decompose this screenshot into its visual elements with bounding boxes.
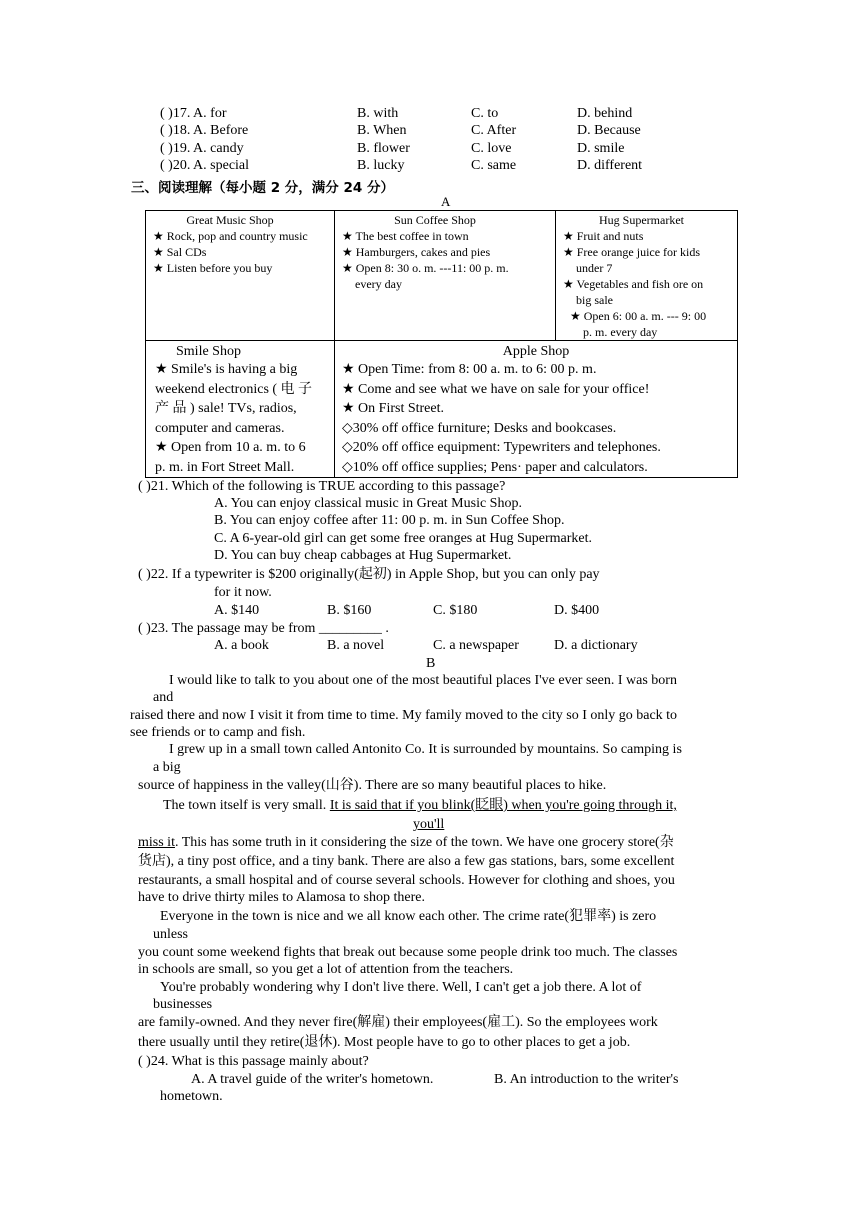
passage-line: unless: [153, 927, 188, 942]
q21-option-d: D. You can buy cheap cabbages at Hug Supermarket.: [214, 548, 512, 563]
great-music-shop-line: ★ Sal CDs: [153, 245, 207, 259]
passage-b-label: B: [426, 656, 436, 671]
passage-line: and: [153, 690, 174, 705]
apple-shop-name: Apple Shop: [502, 344, 570, 359]
smile-shop-line: 产 品 ) sale! TVs, radios,: [155, 401, 297, 416]
smile-shop-line: p. m. in Fort Street Mall.: [155, 459, 295, 475]
passage-line: there usually until they retire(退休). Most people have to go to other places to get a job.: [138, 1035, 631, 1050]
smile-shop-name: Smile Shop: [176, 344, 241, 359]
apple-shop-line: ◇30% off office furniture; Desks and bookcases.: [342, 420, 617, 436]
sun-coffee-shop-line: ★ Open 8: 30 o. m. ---11: 00 p. m.: [342, 261, 509, 275]
hug-supermarket-name: Hug Supermarket: [599, 213, 684, 227]
passage-line: 货店), a tiny post office, and a tiny bank. There are also a few gas stations, bars, some excellent: [138, 854, 675, 869]
passage-line: see friends or to camp and fish.: [130, 725, 306, 740]
q24-option-b: B. An introduction to the writer's: [494, 1072, 679, 1087]
q17-d: D. behind: [577, 106, 633, 121]
apple-shop-line: ★ Open Time: from 8: 00 a. m. to 6: 00 p. m.: [342, 362, 597, 377]
hug-supermarket-line: under 7: [576, 261, 613, 275]
q21-option-c: C. A 6-year-old girl can get some free oranges at Hug Supermarket.: [214, 531, 592, 546]
sun-coffee-shop-line: ★ Hamburgers, cakes and pies: [342, 245, 491, 259]
hug-supermarket-line: p. m. every day: [583, 325, 658, 339]
q19-a: ( )19. A. candy: [160, 141, 244, 156]
q22-option-c: C. $180: [433, 603, 478, 618]
q22-stem: ( )22. If a typewriter is $200 originally(起初) in Apple Shop, but you can only pay: [138, 567, 600, 582]
apple-shop-line: ★ On First Street.: [342, 401, 444, 416]
hug-supermarket-line: big sale: [576, 293, 613, 307]
q18-b: B. When: [357, 123, 407, 138]
smile-shop-cell: [146, 341, 335, 478]
hug-supermarket-line: ★ Fruit and nuts: [563, 229, 644, 243]
q23-option-a: A. a book: [214, 638, 269, 653]
passage-line: source of happiness in the valley(山谷). There are so many beautiful places to hike.: [138, 778, 607, 793]
q20-d: D. different: [577, 158, 643, 173]
underlined-sentence: miss it: [138, 835, 175, 850]
hug-supermarket-line: ★ Open 6: 00 a. m. --- 9: 00: [570, 309, 707, 323]
passage-line: in schools are small, so you get a lot of attention from the teachers.: [138, 962, 514, 977]
q21-stem: ( )21. Which of the following is TRUE according to this passage?: [138, 479, 506, 494]
underlined-sentence: It is said that if you blink(眨眼) when you're going through it,: [329, 798, 677, 813]
smile-shop-line: ★ Open from 10 a. m. to 6: [155, 440, 306, 455]
sun-coffee-shop-line: ★ The best coffee in town: [342, 229, 469, 243]
passage-text: The town itself is very small.: [163, 798, 330, 813]
q22-stem-cont: for it now.: [214, 585, 272, 600]
q19-d: D. smile: [577, 141, 625, 156]
hug-supermarket-cell: [556, 211, 738, 341]
passage-line: are family-owned. And they never fire(解雇) their employees(雇工). So the employees work: [138, 1015, 658, 1030]
passage-line: I would like to talk to you about one of the most beautiful places I've ever seen. I was born: [169, 673, 677, 688]
q24-option-a: A. A travel guide of the writer's hometown.: [191, 1072, 434, 1087]
q19-c: C. love: [471, 141, 512, 156]
q22-option-d: D. $400: [554, 603, 600, 618]
passage-line: a big: [153, 760, 181, 775]
q20-a: ( )20. A. special: [160, 158, 250, 173]
apple-shop-line: ★ Come and see what we have on sale for your office!: [342, 381, 650, 397]
hug-supermarket-line: ★ Free orange juice for kids: [563, 245, 701, 259]
sun-coffee-shop-line: every day: [355, 277, 402, 291]
apple-shop-line: ◇20% off office equipment: Typewriters and telephones.: [342, 440, 661, 455]
shop-ads-table: [145, 210, 738, 478]
q23-stem: ( )23. The passage may be from _________ .: [138, 621, 389, 636]
great-music-shop-line: ★ Listen before you buy: [153, 261, 273, 275]
q20-b: B. lucky: [357, 158, 405, 173]
passage-line: You're probably wondering why I don't live there. Well, I can't get a job there. A lot of: [160, 980, 642, 995]
passage-line: [138, 834, 674, 851]
passage-line: you count some weekend fights that break out because some people drink too much. The classes: [138, 945, 678, 960]
smile-shop-line: ★ Smile's is having a big: [155, 362, 298, 377]
q23-option-d: D. a dictionary: [554, 638, 638, 653]
passage-line: I grew up in a small town called Antonito Co. It is surrounded by mountains. So camping is: [169, 742, 682, 757]
passage-line: raised there and now I visit it from time to time. My family moved to the city so I only go back to: [130, 708, 678, 723]
smile-shop-line: weekend electronics ( 电 子: [155, 381, 313, 397]
passage-a-label: A: [441, 194, 451, 209]
apple-shop-cell: [335, 341, 738, 478]
q17-c: C. to: [471, 106, 499, 121]
apple-shop-line: ◇10% off office supplies; Pens· paper and calculators.: [342, 459, 648, 475]
passage-line: restaurants, a small hospital and of course several schools. However for clothing and shoes, you: [138, 873, 675, 888]
q20-c: C. same: [471, 158, 517, 173]
q22-option-a: A. $140: [214, 603, 260, 618]
q17-b: B. with: [357, 106, 399, 121]
q19-b: B. flower: [357, 141, 410, 156]
hug-supermarket-line: ★ Vegetables and fish ore on: [563, 277, 704, 291]
q18-d: D. Because: [577, 123, 641, 138]
q23-option-c: C. a newspaper: [433, 638, 519, 653]
q24-option-b-cont: hometown.: [160, 1089, 223, 1104]
q18-c: C. After: [471, 123, 517, 138]
smile-shop-line: computer and cameras.: [155, 420, 285, 436]
passage-line: businesses: [153, 997, 213, 1012]
sun-coffee-shop-name: Sun Coffee Shop: [394, 213, 476, 227]
passage-line: [163, 797, 677, 814]
passage-text: . This has some truth in it considering the size of the town. We have one grocery store(杂: [174, 835, 674, 850]
q23-option-b: B. a novel: [327, 638, 385, 653]
q24-stem: ( )24. What is this passage mainly about?: [138, 1054, 369, 1069]
great-music-shop-line: ★ Rock, pop and country music: [153, 229, 308, 243]
q18-a: ( )18. A. Before: [160, 123, 249, 138]
great-music-shop-name: Great Music Shop: [186, 213, 274, 227]
q22-option-b: B. $160: [327, 603, 372, 618]
underlined-sentence: you'll: [413, 817, 445, 832]
sun-coffee-shop-cell: [335, 211, 556, 341]
q17-a: ( )17. A. for: [160, 106, 227, 121]
section-title: 三、阅读理解（每小题 2 分，满分 24 分）: [131, 180, 394, 196]
q21-option-b: B. You can enjoy coffee after 11: 00 p. m. in Sun Coffee Shop.: [214, 513, 565, 528]
great-music-shop-cell: [146, 211, 335, 341]
q21-option-a: A. You can enjoy classical music in Great Music Shop.: [214, 496, 522, 511]
passage-line: Everyone in the town is nice and we all know each other. The crime rate(犯罪率) is zero: [160, 909, 657, 924]
passage-line: have to drive thirty miles to Alamosa to shop there.: [138, 890, 425, 905]
